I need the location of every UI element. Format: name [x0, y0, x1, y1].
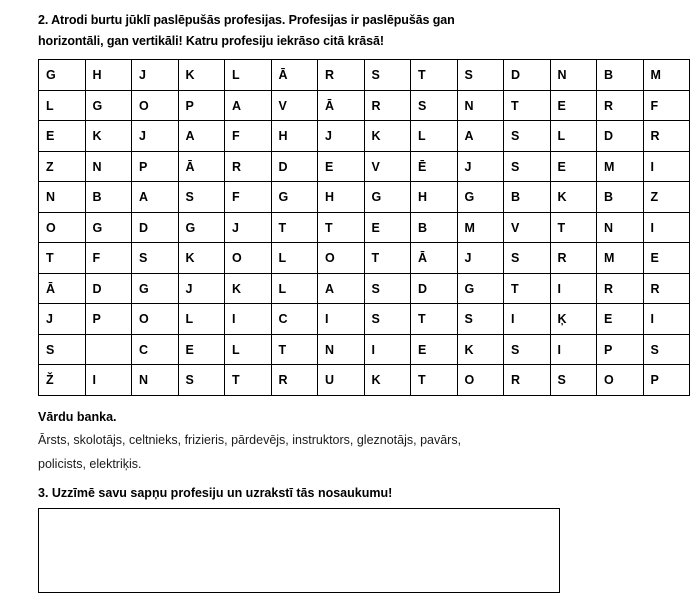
word-search-cell[interactable]: S	[504, 243, 551, 274]
word-search-cell[interactable]: S	[643, 334, 690, 365]
word-search-row	[39, 212, 690, 243]
word-search-cell[interactable]: K	[178, 60, 225, 91]
word-search-row	[39, 60, 690, 91]
drawing-area[interactable]	[38, 508, 560, 593]
word-search-cell[interactable]: E	[597, 304, 644, 335]
word-search-cell[interactable]: S	[457, 304, 504, 335]
word-search-cell[interactable]: Ā	[411, 243, 458, 274]
word-search-cell[interactable]: L	[550, 121, 597, 152]
word-search-cell[interactable]: T	[504, 90, 551, 121]
word-search-cell[interactable]: O	[597, 365, 644, 396]
word-search-cell[interactable]: P	[85, 304, 132, 335]
word-search-cell[interactable]: F	[225, 121, 272, 152]
word-search-cell[interactable]: R	[225, 151, 272, 182]
word-search-cell[interactable]: H	[411, 182, 458, 213]
word-search-cell[interactable]: G	[457, 273, 504, 304]
word-search-cell[interactable]: T	[550, 212, 597, 243]
word-search-cell[interactable]: O	[225, 243, 272, 274]
word-search-cell[interactable]: E	[411, 334, 458, 365]
word-search-cell[interactable]: O	[457, 365, 504, 396]
word-search-row	[39, 273, 690, 304]
word-search-cell[interactable]: I	[225, 304, 272, 335]
word-search-cell[interactable]: K	[550, 182, 597, 213]
word-search-cell[interactable]: F	[85, 243, 132, 274]
word-search-cell[interactable]: T	[225, 365, 272, 396]
word-search-cell[interactable]: R	[597, 90, 644, 121]
word-search-cell[interactable]: S	[132, 243, 179, 274]
word-search-cell[interactable]: G	[364, 182, 411, 213]
word-search-cell[interactable]: T	[411, 60, 458, 91]
word-search-cell[interactable]: J	[457, 243, 504, 274]
word-search-cell[interactable]: M	[597, 151, 644, 182]
word-search-cell[interactable]: O	[39, 212, 86, 243]
word-search-cell[interactable]: V	[364, 151, 411, 182]
word-search-cell[interactable]: I	[643, 304, 690, 335]
word-search-cell[interactable]: G	[85, 90, 132, 121]
word-search-cell[interactable]: Ā	[271, 60, 318, 91]
word-search-cell[interactable]: B	[411, 212, 458, 243]
word-search-row	[39, 182, 690, 213]
word-search-cell[interactable]: N	[457, 90, 504, 121]
word-search-cell[interactable]: Ž	[39, 365, 86, 396]
word-search-cell[interactable]: R	[271, 365, 318, 396]
word-search-cell[interactable]: N	[85, 151, 132, 182]
word-search-cell[interactable]: K	[225, 273, 272, 304]
word-search-cell[interactable]: J	[225, 212, 272, 243]
word-search-cell[interactable]: D	[597, 121, 644, 152]
word-search-cell[interactable]: L	[271, 273, 318, 304]
word-search-cell[interactable]: B	[597, 182, 644, 213]
word-search-cell[interactable]: Ā	[318, 90, 365, 121]
word-search-cell[interactable]: I	[85, 365, 132, 396]
word-search-grid	[38, 59, 690, 396]
word-search-cell[interactable]: P	[643, 365, 690, 396]
word-search-cell[interactable]: O	[318, 243, 365, 274]
word-search-cell[interactable]: I	[643, 212, 690, 243]
word-search-row	[39, 334, 690, 365]
word-search-cell[interactable]: L	[178, 304, 225, 335]
word-search-cell[interactable]: G	[132, 273, 179, 304]
word-search-row	[39, 365, 690, 396]
word-search-cell[interactable]: R	[550, 243, 597, 274]
word-search-cell[interactable]: E	[318, 151, 365, 182]
word-search-cell[interactable]: L	[39, 90, 86, 121]
word-search-cell[interactable]: B	[597, 60, 644, 91]
word-search-cell[interactable]: V	[271, 90, 318, 121]
word-search-cell[interactable]: S	[411, 90, 458, 121]
word-search-cell[interactable]: K	[364, 121, 411, 152]
word-search-cell[interactable]: S	[504, 121, 551, 152]
word-search-cell[interactable]: N	[597, 212, 644, 243]
word-search-cell[interactable]: H	[318, 182, 365, 213]
word-search-cell[interactable]: D	[271, 151, 318, 182]
word-search-cell[interactable]: I	[318, 304, 365, 335]
word-search-cell[interactable]	[85, 334, 132, 365]
word-search-cell[interactable]: N	[39, 182, 86, 213]
word-search-cell[interactable]: L	[225, 60, 272, 91]
word-search-cell[interactable]: L	[225, 334, 272, 365]
word-search-cell[interactable]: F	[643, 90, 690, 121]
word-search-cell[interactable]: P	[178, 90, 225, 121]
word-search-cell[interactable]: T	[318, 212, 365, 243]
word-search-cell[interactable]: M	[643, 60, 690, 91]
word-search-cell[interactable]: L	[271, 243, 318, 274]
word-search-row	[39, 90, 690, 121]
word-search-cell[interactable]: G	[39, 60, 86, 91]
word-search-cell[interactable]: E	[364, 212, 411, 243]
word-search-cell[interactable]: K	[85, 121, 132, 152]
word-search-cell[interactable]: T	[411, 365, 458, 396]
word-search-cell[interactable]: M	[457, 212, 504, 243]
word-search-row	[39, 151, 690, 182]
word-search-cell[interactable]: Ā	[178, 151, 225, 182]
word-search-cell[interactable]: J	[132, 121, 179, 152]
word-search-cell[interactable]: D	[132, 212, 179, 243]
word-search-cell[interactable]: T	[271, 212, 318, 243]
word-search-cell[interactable]: S	[178, 182, 225, 213]
word-search-cell[interactable]: T	[39, 243, 86, 274]
word-search-cell[interactable]: R	[504, 365, 551, 396]
word-search-cell[interactable]: H	[271, 121, 318, 152]
word-search-cell[interactable]: A	[318, 273, 365, 304]
word-search-cell[interactable]: R	[643, 121, 690, 152]
word-search-cell[interactable]: B	[85, 182, 132, 213]
word-search-cell[interactable]: Z	[643, 182, 690, 213]
word-search-cell[interactable]: Ā	[39, 273, 86, 304]
word-search-cell[interactable]: G	[85, 212, 132, 243]
word-search-cell[interactable]: R	[597, 273, 644, 304]
word-search-row	[39, 243, 690, 274]
word-search-cell[interactable]: E	[643, 243, 690, 274]
word-search-cell[interactable]: O	[132, 304, 179, 335]
word-search-cell[interactable]: S	[504, 151, 551, 182]
word-search-cell[interactable]: S	[457, 60, 504, 91]
word-search-cell[interactable]: S	[550, 365, 597, 396]
word-search-cell[interactable]: I	[504, 304, 551, 335]
word-search-cell[interactable]: H	[85, 60, 132, 91]
word-search-cell[interactable]: T	[364, 243, 411, 274]
word-search-cell[interactable]: B	[504, 182, 551, 213]
word-search-cell[interactable]: C	[271, 304, 318, 335]
word-search-cell[interactable]: E	[550, 151, 597, 182]
word-search-cell[interactable]: G	[457, 182, 504, 213]
word-search-cell[interactable]: T	[271, 334, 318, 365]
word-search-cell[interactable]: S	[178, 365, 225, 396]
word-search-cell[interactable]: E	[178, 334, 225, 365]
word-search-cell[interactable]: E	[39, 121, 86, 152]
word-bank-line1: Ārsts, skolotājs, celtnieks, frizieris, pārdevējs, instruktors, gleznotājs, pavārs,	[38, 432, 462, 447]
word-search-cell[interactable]: M	[597, 243, 644, 274]
word-search-cell[interactable]: S	[364, 273, 411, 304]
word-search-cell[interactable]: A	[178, 121, 225, 152]
word-search-cell[interactable]: F	[225, 182, 272, 213]
word-bank-title: Vārdu banka.	[38, 409, 117, 424]
word-search-cell[interactable]: S	[39, 334, 86, 365]
word-search-cell[interactable]: I	[550, 273, 597, 304]
word-search-cell[interactable]: G	[178, 212, 225, 243]
word-search-cell[interactable]: K	[457, 334, 504, 365]
word-search-cell[interactable]: J	[39, 304, 86, 335]
word-search-cell[interactable]: S	[364, 304, 411, 335]
task3-instruction: 3. Uzzīmē savu sapņu profesiju un uzrakstī tās nosaukumu!	[38, 485, 393, 500]
word-search-cell[interactable]: A	[132, 182, 179, 213]
word-search-cell[interactable]: I	[364, 334, 411, 365]
word-search-cell[interactable]: S	[504, 334, 551, 365]
word-search-cell[interactable]: S	[364, 60, 411, 91]
task2-instruction	[38, 10, 572, 51]
task2-instruction-line1: 2. Atrodi burtu jūklī paslēpušās profesijas. Profesijas ir paslēpušās gan	[38, 13, 455, 27]
word-search-cell[interactable]: J	[132, 60, 179, 91]
word-search-cell[interactable]: I	[550, 334, 597, 365]
word-search-cell[interactable]: Z	[39, 151, 86, 182]
word-search-cell[interactable]: I	[643, 151, 690, 182]
word-bank-line2: policists, elektriķis.	[38, 456, 142, 471]
task2-instruction-line2: horizontāli, gan vertikāli! Katru profesiju iekrāso citā krāsā!	[38, 33, 384, 48]
word-search-cell[interactable]: R	[364, 90, 411, 121]
word-search-cell[interactable]: J	[318, 121, 365, 152]
word-search-cell[interactable]: G	[271, 182, 318, 213]
word-search-cell[interactable]: T	[411, 304, 458, 335]
word-search-row	[39, 121, 690, 152]
word-search-cell[interactable]: O	[132, 90, 179, 121]
word-search-cell[interactable]: D	[85, 273, 132, 304]
word-search-cell[interactable]: L	[411, 121, 458, 152]
word-search-cell[interactable]: N	[318, 334, 365, 365]
word-search-cell[interactable]: C	[132, 334, 179, 365]
word-search-cell[interactable]: J	[457, 151, 504, 182]
word-search-cell[interactable]: P	[132, 151, 179, 182]
word-search-cell[interactable]: V	[504, 212, 551, 243]
word-search-cell[interactable]: N	[132, 365, 179, 396]
word-search-row	[39, 304, 690, 335]
word-search-cell[interactable]: K	[178, 243, 225, 274]
word-search-cell[interactable]: N	[550, 60, 597, 91]
word-search-cell[interactable]: Ē	[411, 151, 458, 182]
word-search-cell[interactable]: K	[364, 365, 411, 396]
word-search-body	[39, 60, 690, 396]
word-search-cell[interactable]: E	[550, 90, 597, 121]
word-search-cell[interactable]: D	[411, 273, 458, 304]
word-search-cell[interactable]: R	[318, 60, 365, 91]
word-search-cell[interactable]: A	[457, 121, 504, 152]
word-search-cell[interactable]: P	[597, 334, 644, 365]
word-search-cell[interactable]: A	[225, 90, 272, 121]
word-search-cell[interactable]: Ķ	[550, 304, 597, 335]
word-search-cell[interactable]: J	[178, 273, 225, 304]
word-search-cell[interactable]: U	[318, 365, 365, 396]
word-search-cell[interactable]: R	[643, 273, 690, 304]
word-search-cell[interactable]: T	[504, 273, 551, 304]
word-search-cell[interactable]: D	[504, 60, 551, 91]
